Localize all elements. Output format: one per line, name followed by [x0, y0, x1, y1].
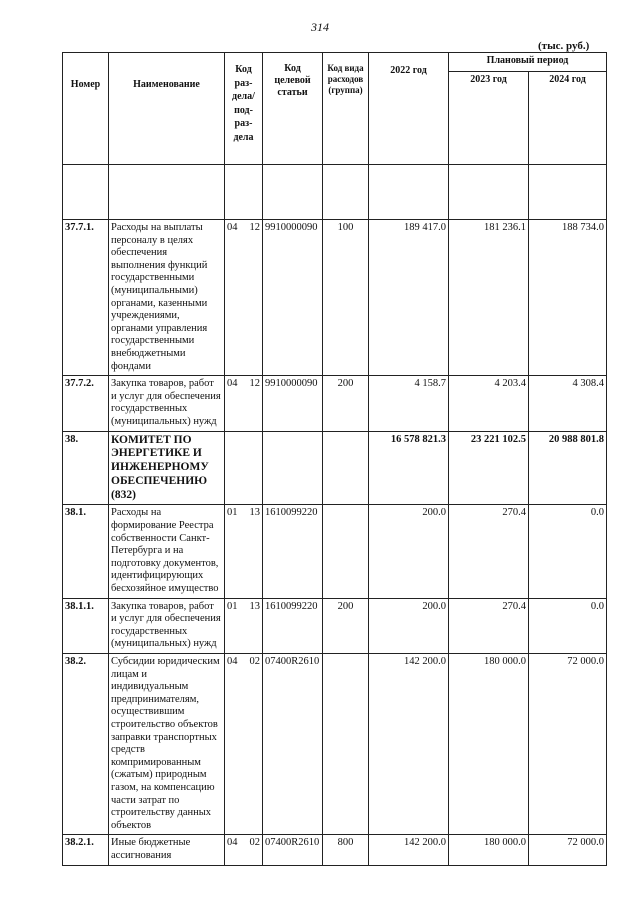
row-podrazdel-code: 12	[249, 222, 260, 233]
header-2024: 2024 год	[529, 72, 607, 165]
units-label: (тыс. руб.)	[538, 40, 590, 52]
page-number: 314	[311, 20, 329, 34]
row-name: Иные бюджетные ассигнования	[109, 835, 225, 865]
row-podrazdel-code: 02	[249, 837, 260, 849]
row-razdel	[225, 505, 263, 598]
row-celevaya-statya: 9910000090	[263, 376, 323, 431]
row-amount-2022: 142 200.0	[369, 654, 449, 835]
table-row	[63, 598, 607, 653]
row-razdel-code: 04	[227, 837, 238, 849]
row-vid-rashodov	[323, 431, 369, 505]
row-razdel	[225, 654, 263, 835]
row-amount-2023: 270.4	[449, 505, 529, 598]
row-razdel-code: 01	[227, 507, 238, 519]
row-razdel	[225, 220, 263, 376]
row-razdel-code: 04	[227, 378, 238, 390]
row-podrazdel-code: 02	[249, 656, 260, 668]
row-razdel-code: 04	[227, 222, 238, 233]
row-amount-2023: 180 000.0	[449, 654, 529, 835]
row-razdel-code: 01	[227, 600, 238, 612]
table-row	[63, 505, 607, 598]
row-celevaya-statya: 9910000090	[263, 220, 323, 376]
table-header-row	[63, 53, 607, 72]
header-2023: 2023 год	[449, 72, 529, 165]
row-amount-2023: 23 221 102.5	[449, 431, 529, 505]
row-celevaya-statya: 1610099220	[263, 598, 323, 653]
row-amount-2023: 181 236.1	[449, 220, 529, 376]
row-celevaya-statya: 07400R2610	[263, 835, 323, 865]
row-vid-rashodov: 100	[323, 220, 369, 376]
row-vid-rashodov	[323, 505, 369, 598]
row-name: Закупка товаров, работ и услуг для обеспечения государственных (муниципальных) нужд	[109, 598, 225, 653]
row-number: 38.1.1.	[63, 598, 109, 653]
row-podrazdel-code: 13	[249, 507, 260, 519]
row-amount-2024: 188 734.0	[529, 220, 607, 376]
row-number: 37.7.1.	[63, 220, 109, 376]
table-row	[63, 220, 607, 376]
row-amount-2024: 0.0	[529, 505, 607, 598]
row-amount-2022: 16 578 821.3	[369, 431, 449, 505]
row-podrazdel-code: 12	[249, 378, 260, 390]
table-row	[63, 431, 607, 505]
header-2022: 2022 год	[369, 53, 449, 165]
row-amount-2022: 200.0	[369, 505, 449, 598]
table-row	[63, 654, 607, 835]
row-name: Расходы на формирование Реестра собственности Санкт-Петербурга и на подготовку документов, идентифицирующих бесхозяйное имущество	[109, 505, 225, 598]
row-name: Закупка товаров, работ и услуг для обеспечения государственных (муниципальных) нужд	[109, 376, 225, 431]
row-amount-2024: 0.0	[529, 598, 607, 653]
row-name: Субсидии юридическим лицам и индивидуальным предпринимателям, осуществившим строительство объектов заправки транспортных средств компримированным (сжатым) природным газом, на компенсацию части затрат по строительству данных объектов	[109, 654, 225, 835]
row-amount-2023: 270.4	[449, 598, 529, 653]
row-name: КОМИТЕТ ПО ЭНЕРГЕТИКЕ И ИНЖЕНЕРНОМУ ОБЕСПЕЧЕНИЮ (832)	[109, 431, 225, 505]
row-number: 38.	[63, 431, 109, 505]
header-vid-rashodov: Код вида расходов (группа)	[323, 53, 369, 165]
row-vid-rashodov	[323, 654, 369, 835]
row-celevaya-statya	[263, 431, 323, 505]
row-celevaya-statya: 1610099220	[263, 505, 323, 598]
row-number: 38.2.	[63, 654, 109, 835]
row-vid-rashodov: 200	[323, 598, 369, 653]
row-amount-2024: 20 988 801.8	[529, 431, 607, 505]
row-number: 38.1.	[63, 505, 109, 598]
row-celevaya-statya: 07400R2610	[263, 654, 323, 835]
row-number: 37.7.2.	[63, 376, 109, 431]
row-vid-rashodov: 800	[323, 835, 369, 865]
row-amount-2024: 72 000.0	[529, 654, 607, 835]
header-razdel: Код раз- дела/ под- раз- дела	[225, 53, 263, 165]
table-row	[63, 835, 607, 865]
row-number: 38.2.1.	[63, 835, 109, 865]
row-amount-2022: 142 200.0	[369, 835, 449, 865]
row-razdel	[225, 431, 263, 505]
row-amount-2024: 72 000.0	[529, 835, 607, 865]
row-vid-rashodov: 200	[323, 376, 369, 431]
budget-table	[62, 52, 607, 866]
row-amount-2022: 4 158.7	[369, 376, 449, 431]
row-amount-2024: 4 308.4	[529, 376, 607, 431]
row-razdel-code: 04	[227, 656, 238, 668]
row-amount-2023: 180 000.0	[449, 835, 529, 865]
row-razdel	[225, 835, 263, 865]
header-plan-period: Плановый период	[449, 53, 607, 72]
row-amount-2022: 200.0	[369, 598, 449, 653]
header-number: Номер	[63, 53, 109, 165]
row-amount-2022: 189 417.0	[369, 220, 449, 376]
row-name: Расходы на выплаты персоналу в целях обеспечения выполнения функций государственными (муниципальными) органами, казенными учреждениями, органами управления государственными внебюджетными фондами	[109, 220, 225, 376]
table-spacer-row	[63, 165, 607, 220]
row-amount-2023: 4 203.4	[449, 376, 529, 431]
row-razdel	[225, 376, 263, 431]
row-podrazdel-code: 13	[249, 600, 260, 612]
header-celevaya-statya: Код целевой статьи	[263, 53, 323, 165]
header-name: Наименование	[109, 53, 225, 165]
row-razdel	[225, 598, 263, 653]
table-row	[63, 376, 607, 431]
